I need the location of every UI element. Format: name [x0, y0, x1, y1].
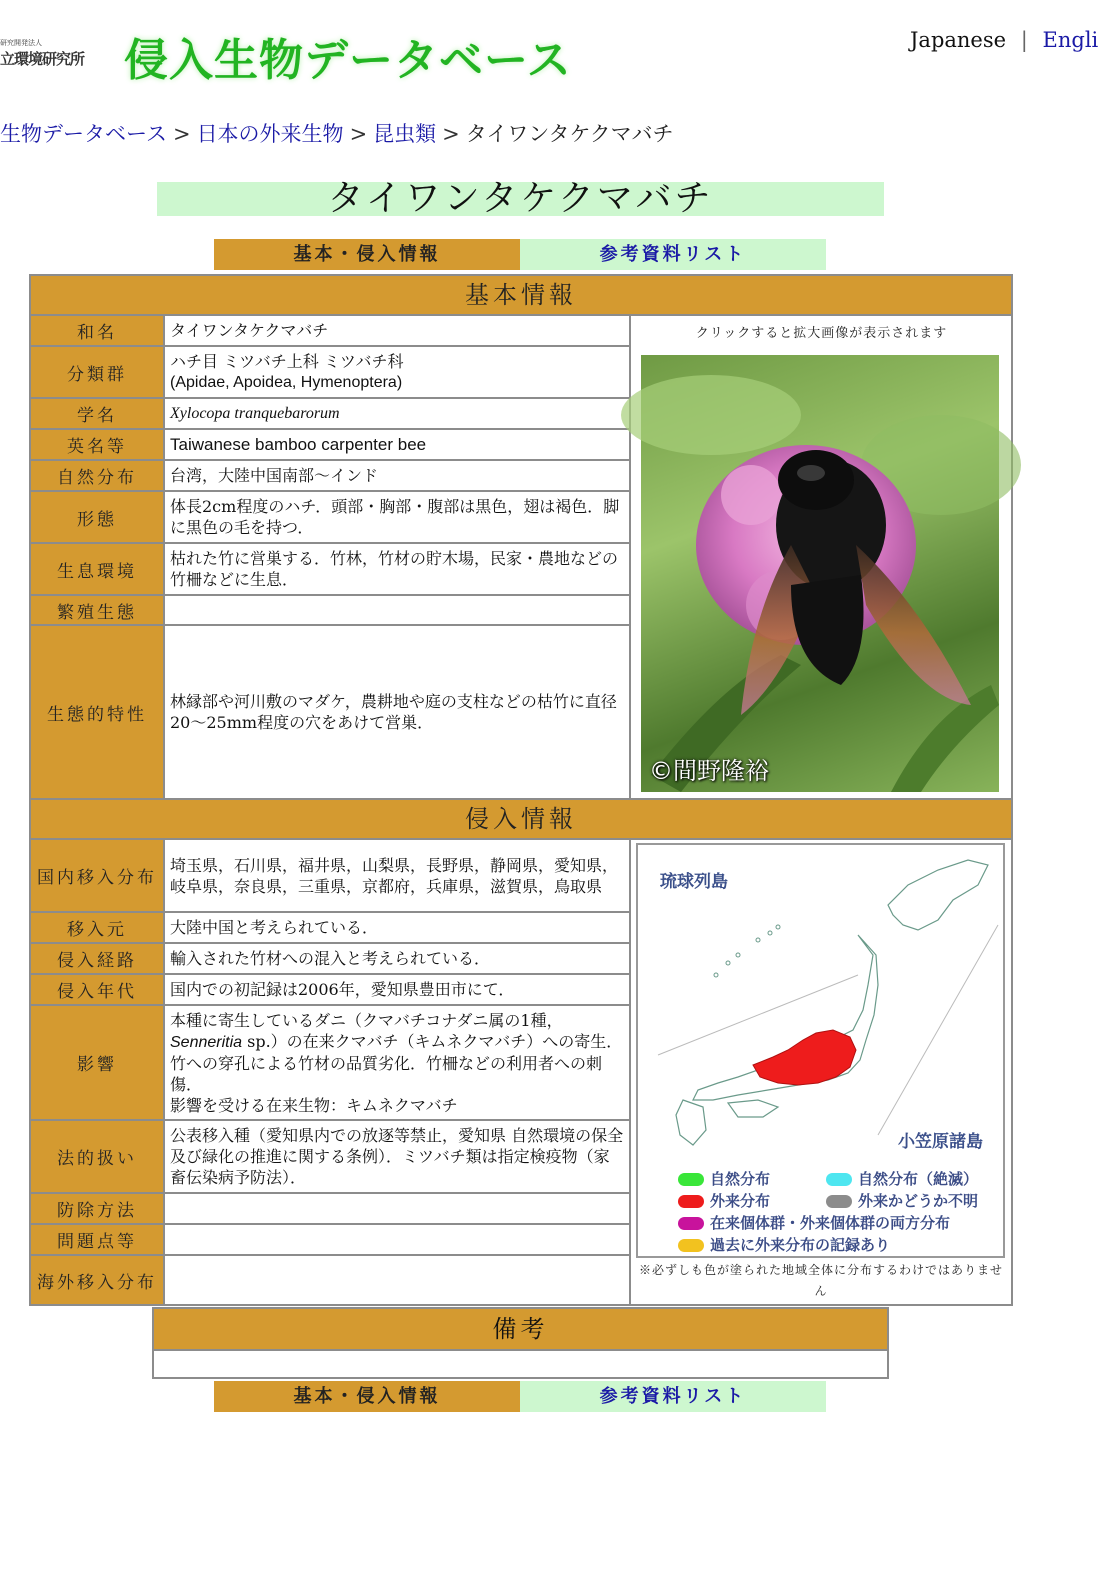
label-legal: 法的扱い: [31, 1121, 165, 1192]
label-date: 侵入年代: [31, 975, 165, 1004]
legend-past-alien: [678, 1234, 890, 1255]
tab-references[interactable]: 参考資料リスト: [520, 239, 826, 270]
legend-native-extinct-label: 自然分布（絶滅）: [858, 1170, 979, 1188]
invasion-info-heading: 侵入情報: [31, 800, 1011, 840]
lang-separator: |: [1020, 28, 1028, 52]
breadcrumb-separator: >: [442, 122, 460, 146]
value-domestic-distribution: 埼玉県，石川県，福井県，山梨県，長野県，静岡県，愛知県，岐阜県，奈良県，三重県，京都府，兵庫県，滋賀県，鳥取県: [165, 840, 631, 911]
label-control: 防除方法: [31, 1194, 165, 1223]
legend-both: [678, 1212, 950, 1233]
bee-illustration: [641, 355, 999, 792]
remarks-panel: [152, 1307, 889, 1379]
row-origin: [31, 913, 631, 944]
row-ecology: [31, 626, 631, 798]
breadcrumb-separator: >: [349, 122, 368, 146]
legend-dot-past-alien: [678, 1239, 704, 1252]
tab-basic-info-bottom[interactable]: 基本・侵入情報: [214, 1381, 520, 1412]
row-issues: [31, 1225, 631, 1256]
value-issues: [165, 1225, 631, 1254]
row-pathway: [31, 944, 631, 975]
remarks-value: [154, 1351, 887, 1379]
legend-past-alien-label: 過去に外来分布の記録あり: [710, 1236, 891, 1254]
label-english-name: 英名等: [31, 430, 165, 459]
legend-dot-native-extinct: [826, 1173, 852, 1186]
photo-caption: クリックすると拡大画像が表示されます: [695, 326, 948, 341]
label-origin: 移入元: [31, 913, 165, 942]
institute-label-small: 研究開発法人: [0, 39, 42, 47]
legend-unknown-label: 外来かどうか不明: [858, 1192, 979, 1210]
value-date: 国内での初記録は2006年，愛知県豊田市にて．: [165, 975, 631, 1004]
species-photo[interactable]: [641, 355, 999, 792]
legend-dot-native: [678, 1173, 704, 1186]
impact-text-a: 本種に寄生しているダニ（クマバチコナダニ属の1種，: [170, 1010, 563, 1030]
taxon-japanese: ハチ目 ミツバチ上科 ミツバチ科: [170, 352, 404, 371]
impact-text-b: sp.）の在来クマバチ（キムネクマバチ）への寄生．竹への穿孔による竹材の品質劣化．竹柵などの利用者への刺傷．: [170, 1031, 623, 1094]
basic-info-heading: 基本情報: [31, 276, 1011, 316]
legend-dot-alien: [678, 1195, 704, 1208]
legend-alien-label: 外来分布: [710, 1192, 771, 1210]
value-english-name: Taiwanese bamboo carpenter bee: [165, 430, 631, 459]
row-habitat: [31, 544, 631, 596]
legend-both-label: 在来個体群・外来個体群の両方分布: [710, 1214, 951, 1232]
label-taxon: 分類群: [31, 347, 165, 397]
value-habitat: 枯れた竹に営巣する．竹林，竹材の貯木場，民家・農地などの竹柵などに生息．: [165, 544, 631, 594]
label-reproduction: 繁殖生態: [31, 596, 165, 624]
breadcrumb-current: タイワンタケクマバチ: [465, 122, 674, 146]
row-impact: [31, 1006, 631, 1121]
row-reproduction: [31, 596, 631, 626]
legend-alien: [678, 1190, 770, 1211]
institute-logo[interactable]: [0, 38, 110, 69]
value-legal: 公表移入種（愛知県内での放逐等禁止，愛知県 自然環境の保全及び緑化の推進に関する条例）．ミツバチ類は指定検疫物（家畜伝染病予防法）．: [165, 1121, 631, 1192]
breadcrumb-alien-species[interactable]: 日本の外来生物: [196, 122, 344, 146]
remarks-heading: 備考: [154, 1309, 887, 1351]
lang-english-link[interactable]: Engli: [1042, 28, 1098, 52]
impact-text: [170, 1010, 624, 1095]
legend-native-extinct: [826, 1168, 978, 1189]
label-impact: 影響: [31, 1006, 165, 1119]
label-japanese-name: 和名: [31, 316, 165, 345]
taxon-latin: (Apidae, Apoidea, Hymenoptera): [170, 374, 403, 391]
map-label-ryukyu: 琉球列島: [660, 872, 728, 892]
row-morphology: [31, 492, 631, 544]
label-native-range: 自然分布: [31, 461, 165, 490]
map-note: ※必ずしも色が塗られた地域全体に分布するわけではありません: [638, 1263, 1003, 1298]
page-title: タイワンタケクマバチ: [157, 182, 884, 216]
language-switcher: [910, 28, 1098, 52]
breadcrumb: [0, 118, 673, 148]
value-pathway: 輸入された竹材への混入と考えられている．: [165, 944, 631, 973]
impact-affected-species: 影響を受ける在来生物：キムネクマバチ: [170, 1095, 458, 1115]
value-ecology: 林縁部や河川敷のマダケ，農耕地や庭の支柱などの枯竹に直径20〜25mm程度の穴をあけて営巣．: [165, 626, 631, 798]
breadcrumb-database[interactable]: 生物データベース: [0, 122, 167, 146]
row-scientific-name: [31, 399, 631, 430]
label-domestic-distribution: 国内移入分布: [31, 840, 165, 911]
label-pathway: 侵入経路: [31, 944, 165, 973]
legend-dot-both: [678, 1217, 704, 1230]
label-issues: 問題点等: [31, 1225, 165, 1254]
value-impact: [165, 1006, 631, 1119]
value-overseas: [165, 1256, 631, 1304]
value-control: [165, 1194, 631, 1223]
tab-bar-top: [214, 239, 826, 270]
lang-japanese[interactable]: Japanese: [910, 28, 1007, 52]
tab-references-bottom[interactable]: 参考資料リスト: [520, 1381, 826, 1412]
label-overseas: 海外移入分布: [31, 1256, 165, 1304]
breadcrumb-separator: >: [172, 122, 191, 146]
label-scientific-name: 学名: [31, 399, 165, 428]
label-morphology: 形態: [31, 492, 165, 542]
value-japanese-name: タイワンタケクマバチ: [165, 316, 631, 345]
row-taxon: [31, 347, 631, 399]
row-control: [31, 1194, 631, 1225]
value-native-range: 台湾，大陸中国南部〜インド: [165, 461, 631, 490]
row-domestic-distribution: [31, 840, 631, 913]
label-ecology: 生態的特性: [31, 626, 165, 798]
value-scientific-name: Xylocopa tranquebarorum: [165, 399, 631, 428]
value-origin: 大陸中国と考えられている．: [165, 913, 631, 942]
row-native-range: [31, 461, 631, 492]
distribution-map[interactable]: [636, 843, 1005, 1258]
row-legal: [31, 1121, 631, 1194]
legend-native-label: 自然分布: [710, 1170, 771, 1188]
legend-dot-unknown: [826, 1195, 852, 1208]
row-date: [31, 975, 631, 1006]
photo-credit: ©間野隆裕: [649, 757, 769, 785]
value-reproduction: [165, 596, 631, 624]
row-japanese-name: [31, 316, 631, 347]
legend-native: [678, 1168, 770, 1189]
value-taxon: [165, 347, 631, 397]
tab-bar-bottom: [214, 1381, 826, 1412]
breadcrumb-insects[interactable]: 昆虫類: [373, 122, 437, 146]
impact-genus: Senneritia: [170, 1033, 243, 1051]
tab-basic-info[interactable]: 基本・侵入情報: [214, 239, 520, 270]
row-english-name: [31, 430, 631, 461]
label-habitat: 生息環境: [31, 544, 165, 594]
legend-unknown: [826, 1190, 978, 1211]
site-title[interactable]: 侵入生物データベース: [124, 35, 572, 86]
value-morphology: 体長2cm程度のハチ．頭部・胸部・腹部は黒色，翅は褐色．脚に黒色の毛を持つ．: [165, 492, 631, 542]
row-overseas: [31, 1256, 631, 1304]
institute-name: 立環境研究所: [0, 50, 85, 68]
map-label-ogasawara: 小笠原諸島: [898, 1132, 983, 1152]
